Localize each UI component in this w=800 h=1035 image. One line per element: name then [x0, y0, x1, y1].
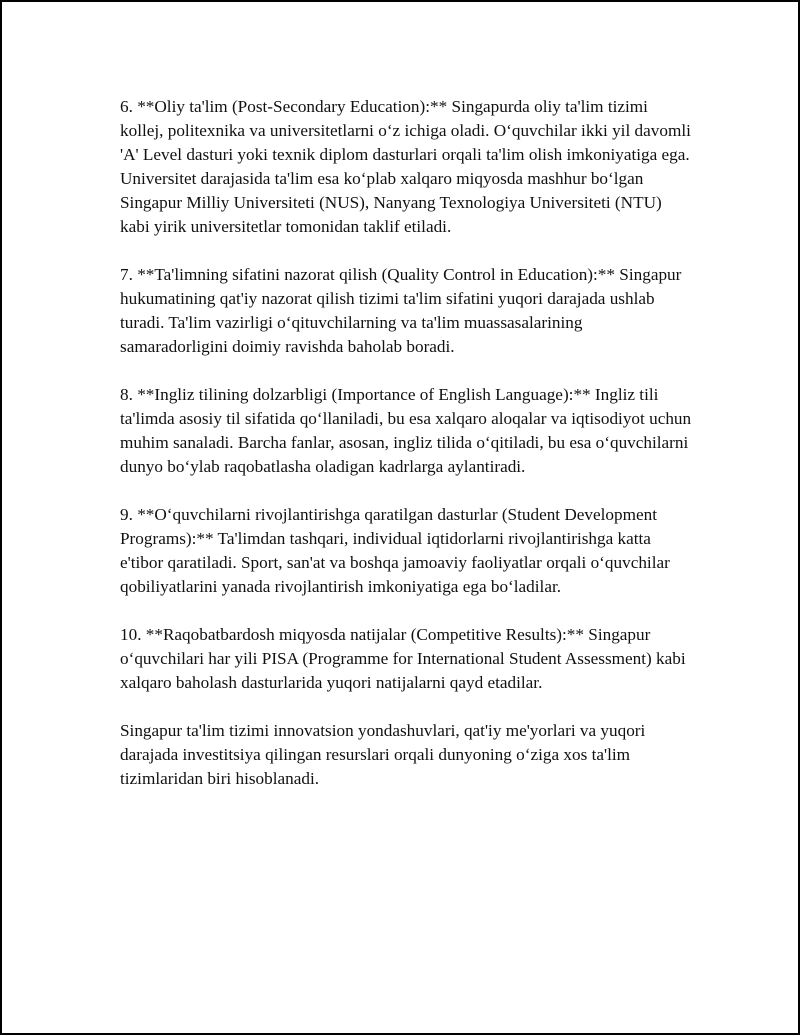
paragraph-raqobat-natijalar: 10. **Raqobatbardosh miqyosda natijalar (Competitive Results):** Singapur o‘quvchilari har yili PISA (Programme for International Student Assessment) kabi xalqaro baholash dasturlarida yuqori natijalarni qayd etadilar.: [120, 625, 686, 692]
paragraph-xulosa: Singapur ta'lim tizimi innovatsion yondashuvlari, qat'iy me'yorlari va yuqori darajada investitsiya qilingan resurslari orqali dunyoning o‘ziga xos ta'lim tizimlaridan biri hisoblanadi.: [120, 721, 646, 788]
paragraph-rivojlantirish-dasturlari: 9. **O‘quvchilarni rivojlantirishga qaratilgan dasturlar (Student Development Programs):** Ta'limdan tashqari, individual iqtidorlarni rivojlantirishga katta e'tibor qaratiladi. Sport, san'at va boshqa jamoaviy faoliyatlar orqali o‘quvchilar qobiliyatlarini yanada rivojlantirish imkoniyatiga ega bo‘ladilar.: [120, 505, 670, 596]
paragraph-oliy-talim: 6. **Oliy ta'lim (Post-Secondary Education):** Singapurda oliy ta'lim tizimi kollej, politexnika va universitetlarni o‘z ichiga oladi. O‘quvchilar ikki yil davomli 'A' Level dasturi yoki texnik diplom dasturlari orqali ta'lim olish imkoniyatiga ega. Universitet darajasida ta'lim esa ko‘plab xalqaro miqyosda mashhur bo‘lgan Singapur Milliy Universiteti (NUS), Nanyang Texnologiya Universiteti (NTU) kabi yirik universitetlar tomonidan taklif etiladi.: [120, 97, 691, 236]
document-body: [120, 95, 692, 815]
paragraph-ingliz-tili: 8. **Ingliz tilining dolzarbligi (Importance of English Language):** Ingliz tili ta'limda asosiy til sifatida qo‘llaniladi, bu esa xalqaro aloqalar va iqtisodiyot uchun muhim sanaladi. Barcha fanlar, asosan, ingliz tilida o‘qitiladi, bu esa o‘quvchilarni dunyo bo‘ylab raqobatlasha oladigan kadrlarga aylantiradi.: [120, 385, 692, 476]
paragraph-sifat-nazorati: 7. **Ta'limning sifatini nazorat qilish (Quality Control in Education):** Singapur hukumatining qat'iy nazorat qilish tizimi ta'lim sifatini yuqori darajada ushlab turadi. Ta'lim vazirligi o‘qituvchilarning va ta'lim muassasalarining samaradorligini doimiy ravishda baholab boradi.: [120, 265, 682, 356]
